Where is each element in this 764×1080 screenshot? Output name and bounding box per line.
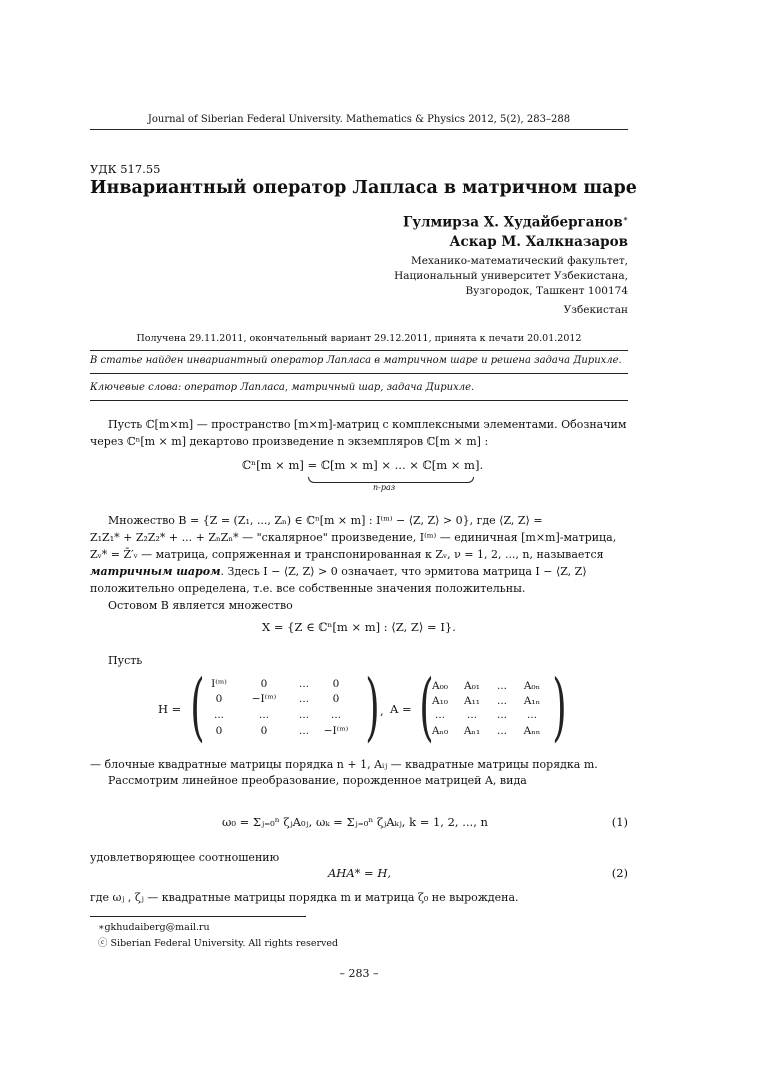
affiliation-line-4: Узбекистан [563,304,628,316]
affiliation-line-1: Механико-математический факультет, [411,255,628,267]
paragraph-2-line-2: Z₁Z₁* + Z₂Z₂* + ... + ZₙZₙ* — "скалярное" произведение, I⁽ᵐ⁾ — единичная [m×m]-матрица, [90,531,617,544]
p2d-rest: . Здесь I − ⟨Z, Z⟩ > 0 означает, что эрмитова матрица I − ⟨Z, Z⟩ [220,565,587,578]
footnote-email: ∗gkhudaiberg@mail.ru [98,922,210,933]
matrix-a-cell: A₁ₙ [523,695,541,707]
footnote-rule [90,916,306,917]
p6-text: Рассмотрим линейное преобразование, порожденное матрицей A, вида [108,774,527,787]
matrix-h-cell: ... [298,709,309,721]
equation-cn [242,458,483,472]
paper-page [90,0,637,1080]
keywords: Ключевые слова: оператор Лапласа, матричный шар, задача Дирихле. [90,382,475,393]
eq-cn-right: ℂ[m × m] × ... × ℂ[m × m] [320,458,480,472]
matrix-h-cell: −I⁽ᵐ⁾ [323,725,349,737]
matrix-a-cell: Aₙ₀ [431,725,449,737]
p2a-text: Множество B = {Z = (Z₁, ..., Zₙ) ∈ ℂⁿ[m × m] : I⁽ᵐ⁾ − ⟨Z, Z⟩ > 0}, где ⟨Z, Z⟩ = [108,514,543,527]
matrix-h-cell: ... [298,693,309,705]
journal-header: Journal of Siberian Federal University. Mathematics & Physics 2012, 5(2), 283–288 [147,114,571,125]
eq-cn-end: . [479,458,484,472]
abstract-rule-top [90,350,628,351]
p1a-text: Пусть ℂ[m×m] — пространство [m×m]-матриц с комплексными элементами. Обозначим [108,418,627,431]
matrix-a-cell: Aₙ₁ [463,725,481,737]
matrix-a-cell: ... [496,709,507,721]
matrix-a-cell: Aₙₙ [523,725,541,737]
paragraph-4 [90,652,628,669]
matrix-a-label: A = [390,702,412,716]
matrix-h-cell: ... [330,709,341,721]
matrix-h-right-paren: ) [365,664,380,750]
matrix-h-cell: 0 [332,693,340,705]
paragraph-7: удовлетворяющее соотношению [90,851,280,864]
paragraph-1-line-1 [90,416,628,433]
matrix-h-cell: 0 [260,725,268,737]
page-number: – 283 – [339,967,379,980]
matrix-a-cell: A₀₀ [431,680,448,692]
matrix-h-cell: 0 [215,725,223,737]
matrix-h-cell: 0 [215,693,223,705]
paragraph-5: — блочные квадратные матрицы порядка n + 1, Aᵢⱼ — квадратные матрицы порядка m. [90,758,598,771]
matrix-a-cell: ... [434,709,445,721]
matrix-a-cell: ... [496,725,507,737]
matrix-a-cell: A₁₁ [463,695,480,707]
matrix-h-cell: I⁽ᵐ⁾ [211,678,227,690]
abstract-rule-bottom [90,400,628,401]
matrix-a-cell: A₀₁ [463,680,480,692]
matrix-a-cell: ... [466,709,477,721]
matrix-a-cell: ... [526,709,537,721]
matrix-h-left-paren: ( [190,664,205,750]
paragraph-2-line-1 [90,512,628,529]
equation-2: AHA* = H, [328,866,392,880]
matrix-a-cell: A₀ₙ [523,680,541,692]
equation-2-number: (2) [611,866,628,880]
equation-1: ω₀ = Σⱼ₌₀ⁿ ζⱼA₀ⱼ, ωₖ = Σⱼ₌₀ⁿ ζⱼAₖⱼ, k = 1, 2, ..., n [222,815,488,829]
abstract-rule-mid [90,373,628,374]
eq-cn-under: n-раз [373,483,396,492]
footnote-copyright: ⓒ Siberian Federal University. All rights reserved [98,938,339,949]
paragraph-8: где ωⱼ , ζⱼ — квадратные матрицы порядка m и матрица ζ₀ не вырождена. [90,891,519,904]
p4-text: Пусть [108,654,143,667]
paragraph-3 [90,597,628,614]
paper-title: Инвариантный оператор Лапласа в матричном шаре [90,178,637,198]
paragraph-2-line-3: Zᵥ* = Z̄′ᵥ — матрица, сопряженная и транспонированная к Zᵥ, ν = 1, 2, ..., n, называется [90,548,604,561]
affiliation-line-3: Вузгородок, Ташкент 100174 [465,285,628,297]
paragraph-2-line-4 [90,563,628,580]
eq-cn-left: ℂⁿ[m × m] = [242,458,318,472]
p3-text: Остовом B является множество [108,599,293,612]
matrix-h-cell: ... [298,725,309,737]
matrix-a-left-paren: ( [419,664,434,750]
matrix-h-cell: 0 [260,678,268,690]
matrix-a-cell: ... [496,680,507,692]
matrix-ball-term: матричным шаром [90,565,221,578]
affiliation-line-2: Национальный университет Узбекистана, [394,270,628,282]
udk-code: УДК 517.55 [90,162,161,176]
matrix-separator: , [380,704,384,718]
equation-1-number: (1) [611,815,628,829]
paragraph-1-line-2: через ℂⁿ[m × m] декартово произведение n экземпляров ℂ[m × m] : [90,435,489,448]
matrix-h-cell: 0 [332,678,340,690]
author-1-name: Гулмирза Х. Худайберганов [403,214,623,231]
author-2-name: Аскар М. Халкназаров [449,234,628,250]
matrix-h-label: H = [158,702,182,716]
equation-x: X = {Z ∈ ℂⁿ[m × m] : ⟨Z, Z⟩ = I}. [262,620,456,634]
author-1-mark: ∗ [622,214,628,223]
paragraph-2-line-5: положительно определена, т.е. все собственные значения положительны. [90,582,526,595]
paragraph-6 [90,772,628,789]
matrix-h-cell: ... [213,709,224,721]
matrix-h-cell: ... [298,678,309,690]
received-dates: Получена 29.11.2011, окончательный вариант 29.12.2011, принята к печати 20.01.2012 [136,333,582,344]
abstract: В статье найден инвариантный оператор Лапласа в матричном шаре и решена задача Дирихле. [90,355,622,366]
matrix-a-cell: ... [496,695,507,707]
matrix-h-cell: ... [258,709,269,721]
header-rule [90,129,628,130]
author-2 [450,234,629,250]
matrix-h-cell: −I⁽ᵐ⁾ [251,693,277,705]
matrix-a-cell: A₁₀ [431,695,448,707]
author-1 [403,214,628,231]
matrix-a-right-paren: ) [552,664,567,750]
